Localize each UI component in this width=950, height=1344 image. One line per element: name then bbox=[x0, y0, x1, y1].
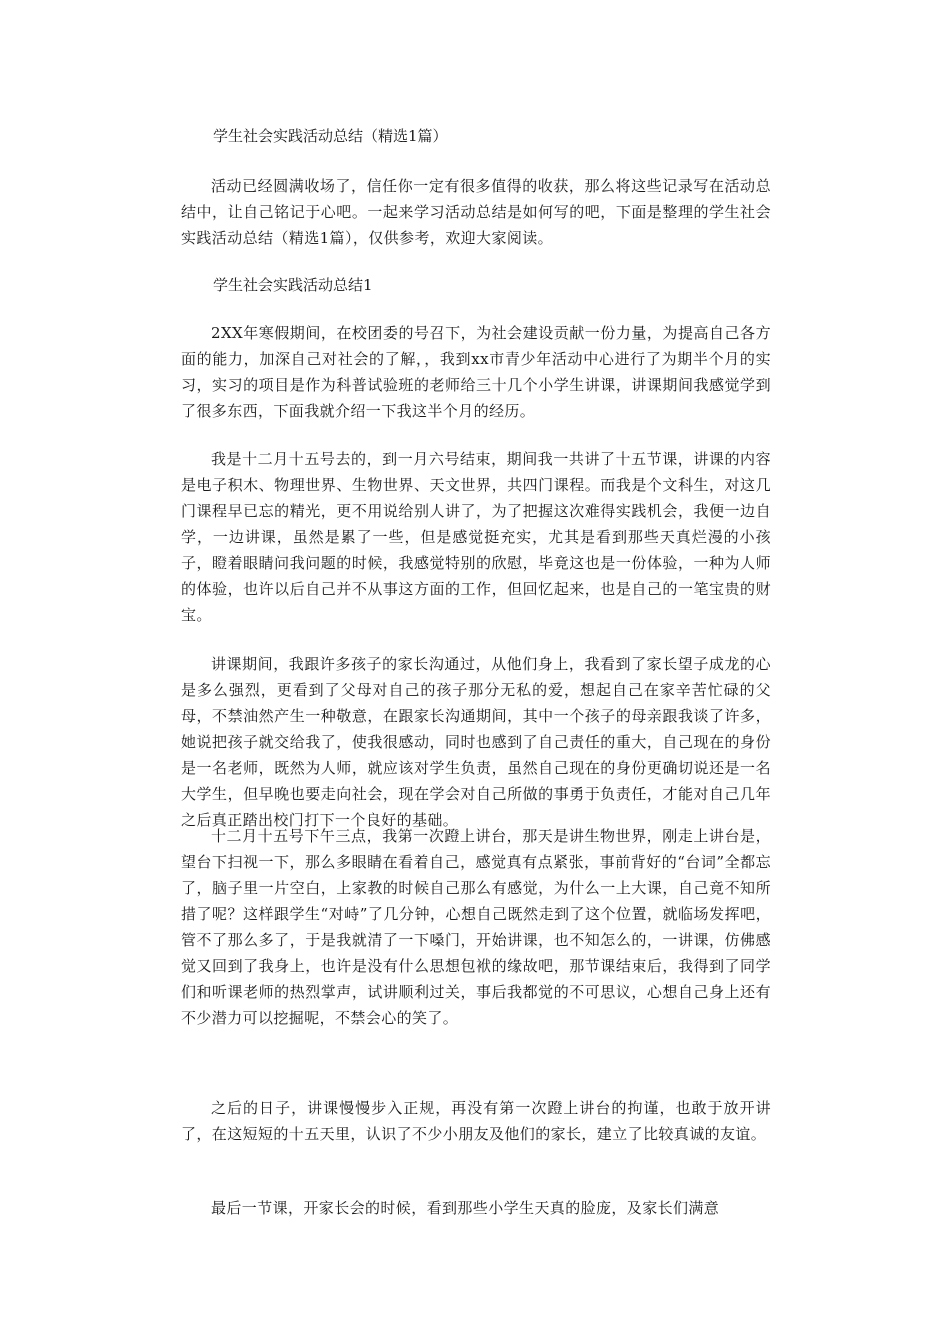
body-paragraph: 之后的日子，讲课慢慢步入正规，再没有第一次蹬上讲台的拘谨，也敢于放开讲了，在这短短的十五天里，认识了不少小朋友及他们的家长，建立了比较真诚的友谊。 bbox=[181, 1099, 771, 1143]
document-title: 学生社会实践活动总结（精选1篇） bbox=[213, 127, 448, 145]
body-paragraph: 讲课期间，我跟许多孩子的家长沟通过，从他们身上，我看到了家长望子成龙的心是多么强烈，更看到了父母对自己的孩子那分无私的爱，想起自己在家辛苦忙碌的父母，不禁油然产生一种敬意，在跟家长沟通期间，其中一个孩子的母亲跟我谈了许多，她说把孩子就交给我了，使我很感动，同时也感到了自己责任的重大，自己现在的身份是一名老师，既然为人师，就应该对学生负责，虽然自己现在的身份更确切说还是一名大学生，但早晚也要走向社会，现在学会对自己所做的事勇于负责任，才能对自己几年之后真正踏出校门打下一个良好的基础。 bbox=[181, 655, 771, 829]
intro-paragraph: 活动已经圆满收场了，信任你一定有很多值得的收获，那么将这些记录写在活动总结中，让自己铭记于心吧。一起来学习活动总结是如何写的吧，下面是整理的学生社会实践活动总结（精选1篇），仅供参考，欢迎大家阅读。 bbox=[181, 177, 771, 247]
section-heading: 学生社会实践活动总结1 bbox=[213, 276, 373, 294]
body-paragraph: 最后一节课，开家长会的时候，看到那些小学生天真的脸庞，及家长们满意 bbox=[211, 1199, 720, 1217]
body-paragraph: 我是十二月十五号去的，到一月六号结束，期间我一共讲了十五节课，讲课的内容是电子积木、物理世界、生物世界、天文世界，共四门课程。而我是个文科生，对这几门课程早已忘的精光，更不用说给别人讲了，为了把握这次难得实践机会，我便一边自学，一边讲课，虽然是累了一些，但是感觉挺充实，尤其是看到那些天真烂漫的小孩子，瞪着眼睛问我问题的时候，我感觉特别的欣慰，毕竟这也是一份体验，一种为人师的体验，也许以后自己并不从事这方面的工作，但回忆起来，也是自己的一笔宝贵的财宝。 bbox=[181, 450, 771, 624]
body-paragraph: 十二月十五号下午三点，我第一次蹬上讲台，那天是讲生物世界，刚走上讲台是，望台下扫视一下，那么多眼睛在看着自己，感觉真有点紧张，事前背好的“台词”全都忘了，脑子里一片空白，上家教的时候自己那么有感觉，为什么一上大课，自己竟不知所措了呢？这样跟学生“对峙”了几分钟，心想自己既然走到了这个位置，就临场发挥吧，管不了那么多了，于是我就清了一下嗓门，开始讲课，也不知怎么的，一讲课，仿佛感觉又回到了我身上，也许是没有什么思想包袱的缘故吧，那节课结束后，我得到了同学们和听课老师的热烈掌声，试讲顺利过关，事后我都觉的不可思议，心想自己身上还有不少潜力可以挖掘呢，不禁会心的笑了。 bbox=[181, 827, 771, 1027]
body-paragraph: 2XX年寒假期间，在校团委的号召下，为社会建设贡献一份力量，为提高自己各方面的能力，加深自己对社会的了解，，我到xx市青少年活动中心进行了为期半个月的实习，实习的项目是作为科普试验班的老师给三十几个小学生讲课，讲课期间我感觉学到了很多东西，下面我就介绍一下我这半个月的经历。 bbox=[181, 324, 771, 420]
